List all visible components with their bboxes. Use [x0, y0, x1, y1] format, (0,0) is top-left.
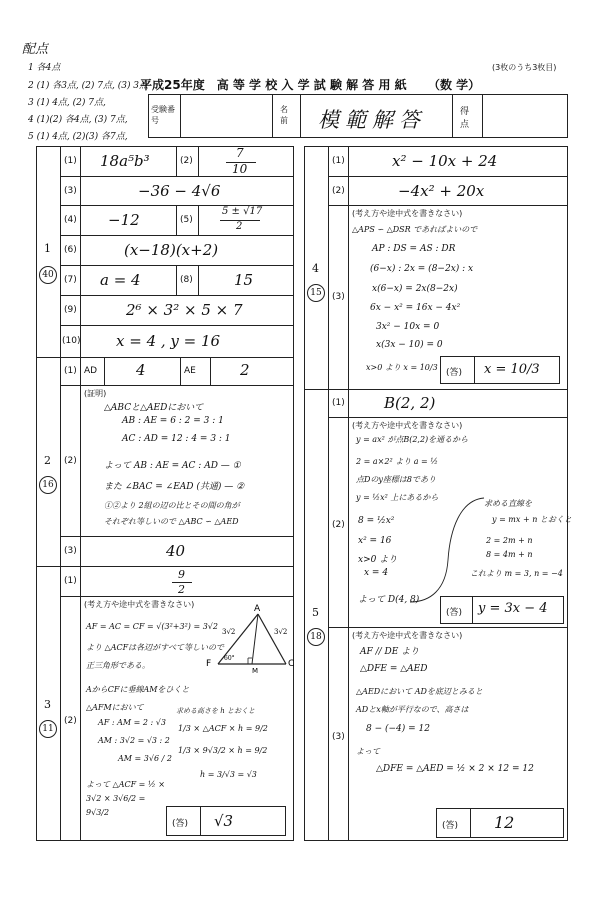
q1-5-num-value: 5 ± √17 — [222, 206, 263, 217]
q1-5-num: (5) — [180, 215, 193, 225]
q3-work-9: よって △ACF = ½ × 3√2 × 3√6/2 = 9√3/2 — [86, 780, 165, 817]
q5-2-instr: (考え方や途中式を書きなさい) — [352, 421, 463, 430]
q4-work-7: x(3x − 10) = 0 — [376, 340, 443, 350]
q3-work-1: AF = AC = CF = √(3²+3²) = 3√2 — [86, 622, 218, 631]
q2-proof-line-7: それぞれ等しいので △ABC ∽ △AED — [104, 517, 239, 526]
q5-2-work-6: x² = 16 — [358, 536, 392, 546]
q1-10-answer: x = 4 , y = 16 — [116, 332, 221, 350]
name-value: 模範解答 — [318, 108, 426, 132]
tri-label-a: A — [254, 604, 261, 614]
q3-work-3: 正三角形である。 — [86, 661, 150, 670]
q3-work-6: AF : AM = 2 : √3 — [98, 718, 166, 727]
q4-instr: (考え方や途中式を書きなさい) — [352, 209, 463, 218]
q2-ae-label: AE — [184, 366, 196, 376]
haiten-label: 配点 — [22, 42, 49, 57]
q4-3-num: (3) — [332, 292, 345, 302]
q5-2-work-5: 8 = ½x² — [358, 516, 395, 526]
q2-ad-answer: 4 — [136, 361, 146, 379]
q3-1-num-value: 9 — [178, 568, 185, 581]
q2-3-answer: 40 — [166, 542, 186, 560]
page-title: 平成25年度 高 等 学 校 入 学 試 験 解 答 用 紙 — [140, 78, 407, 92]
q2-2-num: (2) — [64, 456, 77, 466]
q5-3-instr: (考え方や途中式を書きなさい) — [352, 631, 463, 640]
q2-proof-line-1: △ABCと△AEDにおいて — [104, 403, 204, 413]
q4-1-answer: x² − 10x + 24 — [392, 152, 498, 170]
q5-2-num: (2) — [332, 520, 345, 530]
q2-1-num: (1) — [64, 366, 77, 376]
q5-2-answer-label: (答) — [446, 608, 463, 618]
juken-label: 受験番号 — [151, 105, 175, 125]
q4-answer: x = 10/3 — [484, 362, 540, 377]
tri-side-2: 3√2 — [274, 628, 288, 636]
score-note-4: 4 (1)(2) 各4点, (3) 7点, — [28, 115, 128, 125]
q5-2-right-1: 求める直線を — [484, 499, 532, 508]
tri-label-c: C — [288, 659, 295, 669]
q2-proof-line-4: よって AB : AE = AC : AD — ① — [104, 461, 241, 471]
q1-8-num: (8) — [180, 275, 193, 285]
q1-points: 40 — [39, 266, 57, 284]
q5-3-work-6: よって — [356, 747, 380, 756]
q1-5-den-value: 2 — [236, 221, 243, 232]
q5-2-right-4: 8 = 4m + n — [486, 550, 533, 559]
q1-4-num: (4) — [64, 215, 77, 225]
q3-right-2: 1/3 × △ACF × h = 9/2 — [178, 724, 268, 733]
q3-triangle-figure — [200, 600, 296, 674]
q2-number: 2 — [44, 454, 51, 467]
score-note-2: 2 (1) 各3点, (2) 7点, (3) 3点 — [28, 81, 149, 91]
score-note-3: 3 (1) 4点, (2) 7点, — [28, 98, 106, 108]
q5-1-answer: B(2, 2) — [384, 394, 436, 412]
q1-2-den-value: 10 — [232, 162, 248, 176]
q4-work-2: AP : DS = AS : DR — [372, 244, 456, 254]
q2-proof-line-2: AB : AE = 6 : 2 = 3 : 1 — [122, 416, 224, 426]
q5-2-right-3: 2 = 2m + n — [486, 536, 533, 545]
q3-right-4: h = 3/√3 = √3 — [200, 770, 257, 779]
q5-connector-curve — [400, 490, 490, 610]
q5-2-answer: y = 3x − 4 — [478, 601, 548, 616]
q5-2-work-7: x>0 より — [358, 555, 398, 565]
q2-ad-label: AD — [84, 366, 98, 376]
q3-work-8: AM = 3√6 / 2 — [118, 754, 172, 763]
q5-2-right-2: y = mx + n とおくと — [492, 515, 572, 524]
q2-proof-label: (証明) — [84, 389, 107, 398]
tri-label-f: F — [206, 659, 212, 669]
q5-3-answer: 12 — [494, 813, 515, 832]
q4-points: 15 — [307, 284, 325, 302]
q4-2-answer: −4x² + 20x — [398, 182, 485, 200]
q5-2-right-5: これより m = 3, n = −4 — [470, 569, 563, 578]
q1-9-answer: 2⁶ × 3² × 5 × 7 — [126, 301, 243, 319]
q1-6-answer: (x−18)(x+2) — [124, 241, 219, 259]
q5-3-work-2: △DFE = △AED — [360, 664, 428, 674]
q1-7-answer: a = 4 — [100, 271, 141, 289]
q5-3-work-3: △AEDにおいて ADを底辺とみると — [356, 687, 483, 696]
score-note-5: 5 (1) 4点, (2)(3) 各7点, — [28, 132, 128, 142]
q1-2-num-value: 7 — [236, 146, 244, 160]
score-note-1: 1 各4点 — [28, 63, 61, 73]
q5-2-work-3: 点Dのy座標は8であり — [356, 475, 437, 484]
q4-1-num: (1) — [332, 156, 345, 166]
sheet-count: (3枚のうち3枚目) — [492, 63, 557, 72]
q3-work-7: AM : 3√2 = √3 : 2 — [98, 736, 170, 745]
q2-3-num: (3) — [64, 546, 77, 556]
q2-ae-answer: 2 — [240, 361, 250, 379]
q5-number: 5 — [312, 606, 319, 619]
q3-instr: (考え方や途中式を書きなさい) — [84, 600, 195, 609]
q1-9-num: (9) — [64, 305, 77, 315]
q5-3-work-7: △DFE = △AED = ½ × 2 × 12 = 12 — [376, 764, 534, 774]
q3-1-den-value: 2 — [178, 583, 185, 596]
q3-answer: √3 — [214, 812, 234, 830]
q4-work-4: x(6−x) = 2x(8−2x) — [372, 284, 458, 294]
q1-3-answer: −36 − 4√6 — [138, 182, 221, 200]
q1-8-answer: 15 — [234, 271, 254, 289]
q2-proof-line-3: AC : AD = 12 : 4 = 3 : 1 — [122, 434, 231, 444]
q5-2-work-4: y = ½x² 上にあるから — [356, 493, 439, 502]
q3-right-1: 求める高さを h とおくと — [176, 707, 255, 715]
q5-2-work-8: x = 4 — [364, 568, 389, 578]
q1-2-num: (2) — [180, 156, 193, 166]
q5-2-work-2: 2 = a×2² より a = ½ — [356, 457, 439, 466]
q4-work-6: 3x² − 10x = 0 — [376, 322, 440, 332]
q4-number: 4 — [312, 262, 319, 275]
q1-1-answer: 18a⁵b³ — [100, 152, 150, 170]
q5-3-answer-label: (答) — [442, 821, 459, 831]
q3-work-2: より △ACFは各辺がすべて等しいので — [86, 643, 224, 652]
q5-points: 18 — [307, 628, 325, 646]
q3-right-3: 1/3 × 9√3/2 × h = 9/2 — [178, 746, 268, 755]
q3-answer-label: (答) — [172, 819, 189, 829]
q4-work-5: 6x − x² = 16x − 4x² — [370, 303, 461, 313]
q5-3-num: (3) — [332, 732, 345, 742]
q5-3-work-1: AF // DE より — [360, 647, 420, 657]
q4-answer-label: (答) — [446, 368, 463, 378]
q1-4-answer: −12 — [108, 211, 140, 229]
q2-points: 16 — [39, 476, 57, 494]
score-label: 得点 — [460, 107, 470, 130]
q2-proof-line-6: ①②より 2組の辺の比とその間の角が — [104, 501, 240, 510]
name-label: 名前 — [280, 105, 288, 125]
q2-proof-line-5: また ∠BAC = ∠EAD (共通) — ② — [104, 482, 245, 492]
q3-1-num: (1) — [64, 576, 77, 586]
q1-1-num: (1) — [64, 156, 77, 166]
tri-label-m: M — [252, 667, 259, 674]
q4-work-8: x>0 より x = 10/3 — [366, 363, 438, 372]
tri-side-1: 3√2 — [222, 628, 236, 636]
q5-2-work-1: y = ax² が点B(2,2)を通るから — [356, 435, 469, 444]
q1-number: 1 — [44, 242, 51, 255]
subject-label: （数 学） — [428, 78, 481, 92]
q5-2-work-9: よって D(4, 8) — [358, 595, 420, 605]
q3-work-4: AからCFに垂線AMをひくと — [86, 685, 190, 694]
q4-2-num: (2) — [332, 186, 345, 196]
q3-work-5: △AFMにおいて — [86, 703, 144, 712]
q5-3-work-4: ADとx軸が平行なので、高さは — [356, 705, 469, 714]
q1-6-num: (6) — [64, 245, 77, 255]
q4-work-1: △APS ∽ △DSR であればよいので — [352, 225, 478, 234]
q5-1-num: (1) — [332, 398, 345, 408]
tri-angle: 60° — [224, 655, 235, 662]
q3-points: 11 — [39, 720, 57, 738]
q1-7-num: (7) — [64, 275, 77, 285]
q3-number: 3 — [44, 698, 51, 711]
q1-3-num: (3) — [64, 186, 77, 196]
q1-10-num: (10) — [62, 336, 81, 346]
q3-2-num: (2) — [64, 716, 77, 726]
q4-work-3: (6−x) : 2x = (8−2x) : x — [370, 264, 474, 274]
q5-3-work-5: 8 − (−4) = 12 — [366, 724, 430, 734]
